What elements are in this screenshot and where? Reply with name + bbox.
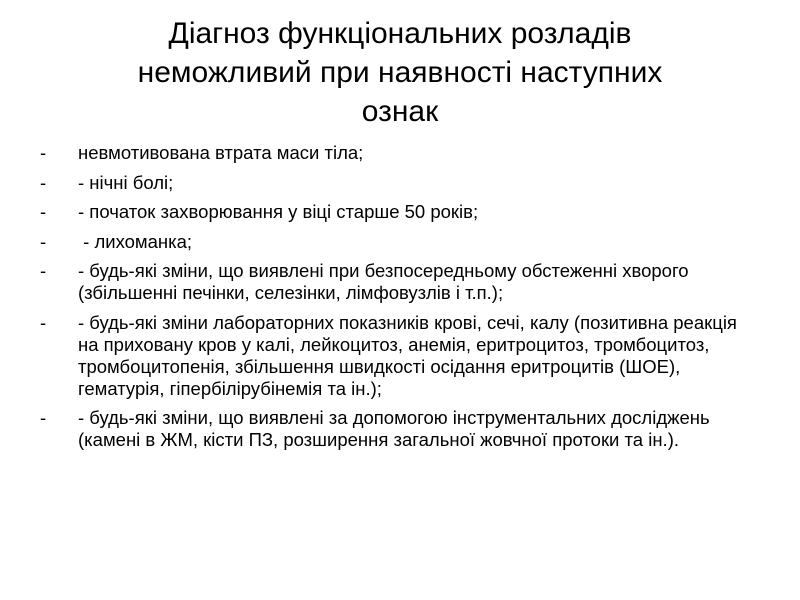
bullet-list	[40, 142, 760, 459]
bullet-marker: -	[40, 407, 47, 428]
bullet-text: - нічні болі;	[78, 171, 174, 193]
bullet-text: - лихоманка;	[78, 230, 193, 252]
bullet-marker: -	[40, 260, 47, 281]
bullet-text: - будь-які зміни, що виявлені за допомогою інструментальних досліджень (камені в ЖМ, кісти ПЗ, розширення загальної жовчної протоки та ін.).	[78, 407, 715, 450]
slide-title	[60, 14, 740, 131]
title-line: Діагноз функціональних розладів	[168, 17, 632, 50]
bullet-marker: -	[40, 171, 47, 193]
bullet-item	[40, 260, 760, 304]
bullet-text: невмотивована втрата маси тіла;	[78, 142, 364, 163]
title-line: ознак	[361, 95, 439, 128]
bullet-item	[40, 172, 760, 194]
bullet-item	[40, 201, 760, 223]
title-line: неможливий при наявності наступних	[137, 56, 663, 89]
bullet-text: - початок захворювання у віці старше 50 років;	[78, 201, 479, 222]
bullet-text: - будь-які зміни лабораторних показників крові, сечі, калу (позитивна реакція на приховану кров у калі, лейкоцитоз, анемія, еритроцитоз, тромбоцитоз, тромбоцитопенія, збільшення швидкості осідання еритроцитів (ШОЕ), гематурія, гіпербілірубінемія та ін.);	[78, 311, 743, 399]
bullet-marker: -	[40, 311, 47, 333]
bullet-item	[40, 312, 760, 400]
bullet-marker: -	[40, 201, 47, 222]
bullet-item	[40, 142, 760, 164]
bullet-marker: -	[40, 230, 47, 252]
bullet-item	[40, 231, 760, 253]
bullet-item	[40, 407, 760, 451]
bullet-text: - будь-які зміни, що виявлені при безпосередньому обстеженні хворого (збільшенні печінки, селезінки, лімфовузлів і т.п.);	[78, 260, 694, 303]
bullet-marker: -	[40, 142, 47, 163]
